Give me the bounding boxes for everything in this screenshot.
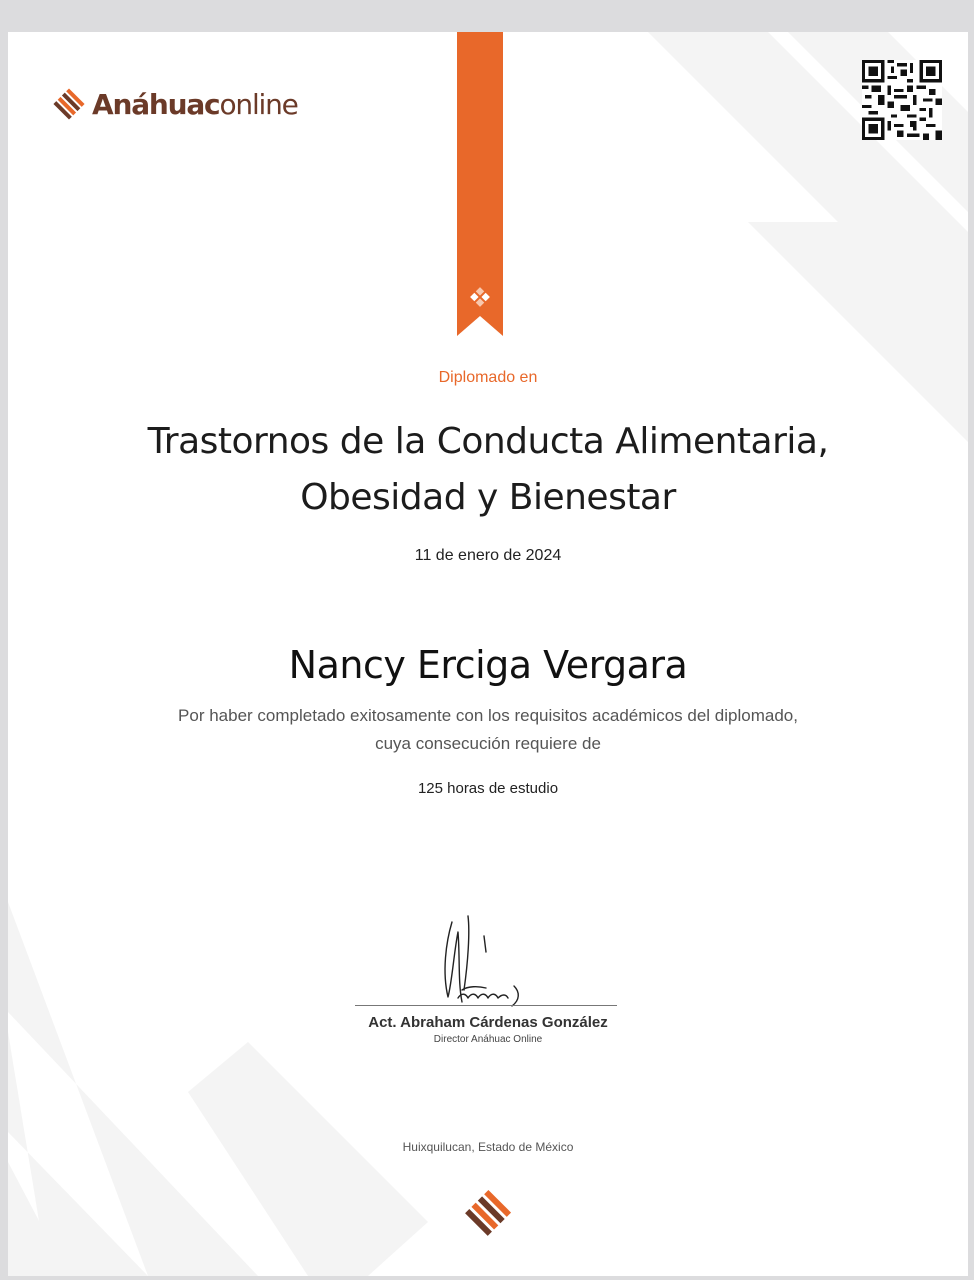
diploma-kicker: Diplomado en: [438, 369, 538, 386]
anahuac-online-logo: [52, 84, 298, 124]
logo-wordmark-light: online: [219, 87, 298, 121]
signature-line: [355, 1005, 617, 1006]
orange-ribbon: [457, 32, 503, 336]
signatory-name: Act. Abraham Cárdenas González: [368, 1014, 608, 1031]
handwritten-signature: [428, 902, 528, 1012]
completion-description-line-2: cuya consecución requiere de: [375, 734, 601, 753]
logo-wordmark-bold: Anáhuac: [92, 87, 220, 121]
signatory-role: Director Anáhuac Online: [433, 1034, 543, 1045]
anahuac-diamond-icon: [52, 87, 86, 121]
study-hours: 125 horas de estudio: [417, 780, 559, 797]
issue-location: Huixquilucan, Estado de México: [402, 1140, 574, 1154]
certificate-sheet: [8, 32, 968, 1276]
anahuac-footer-diamond-icon: [459, 1186, 515, 1242]
qr-code-icon: [862, 60, 942, 140]
diploma-title-line-2: Obesidad y Bienestar: [300, 477, 676, 518]
diploma-title-line-1: Trastornos de la Conducta Alimentaria,: [147, 421, 829, 462]
completion-description: [8, 702, 968, 758]
recipient-name: Nancy Erciga Vergara: [288, 643, 688, 687]
issue-date: 11 de enero de 2024: [414, 547, 562, 564]
completion-description-line-1: Por haber completado exitosamente con los requisitos académicos del diplomado,: [178, 706, 798, 725]
diploma-title: [8, 414, 968, 526]
logo-wordmark: [92, 88, 298, 121]
